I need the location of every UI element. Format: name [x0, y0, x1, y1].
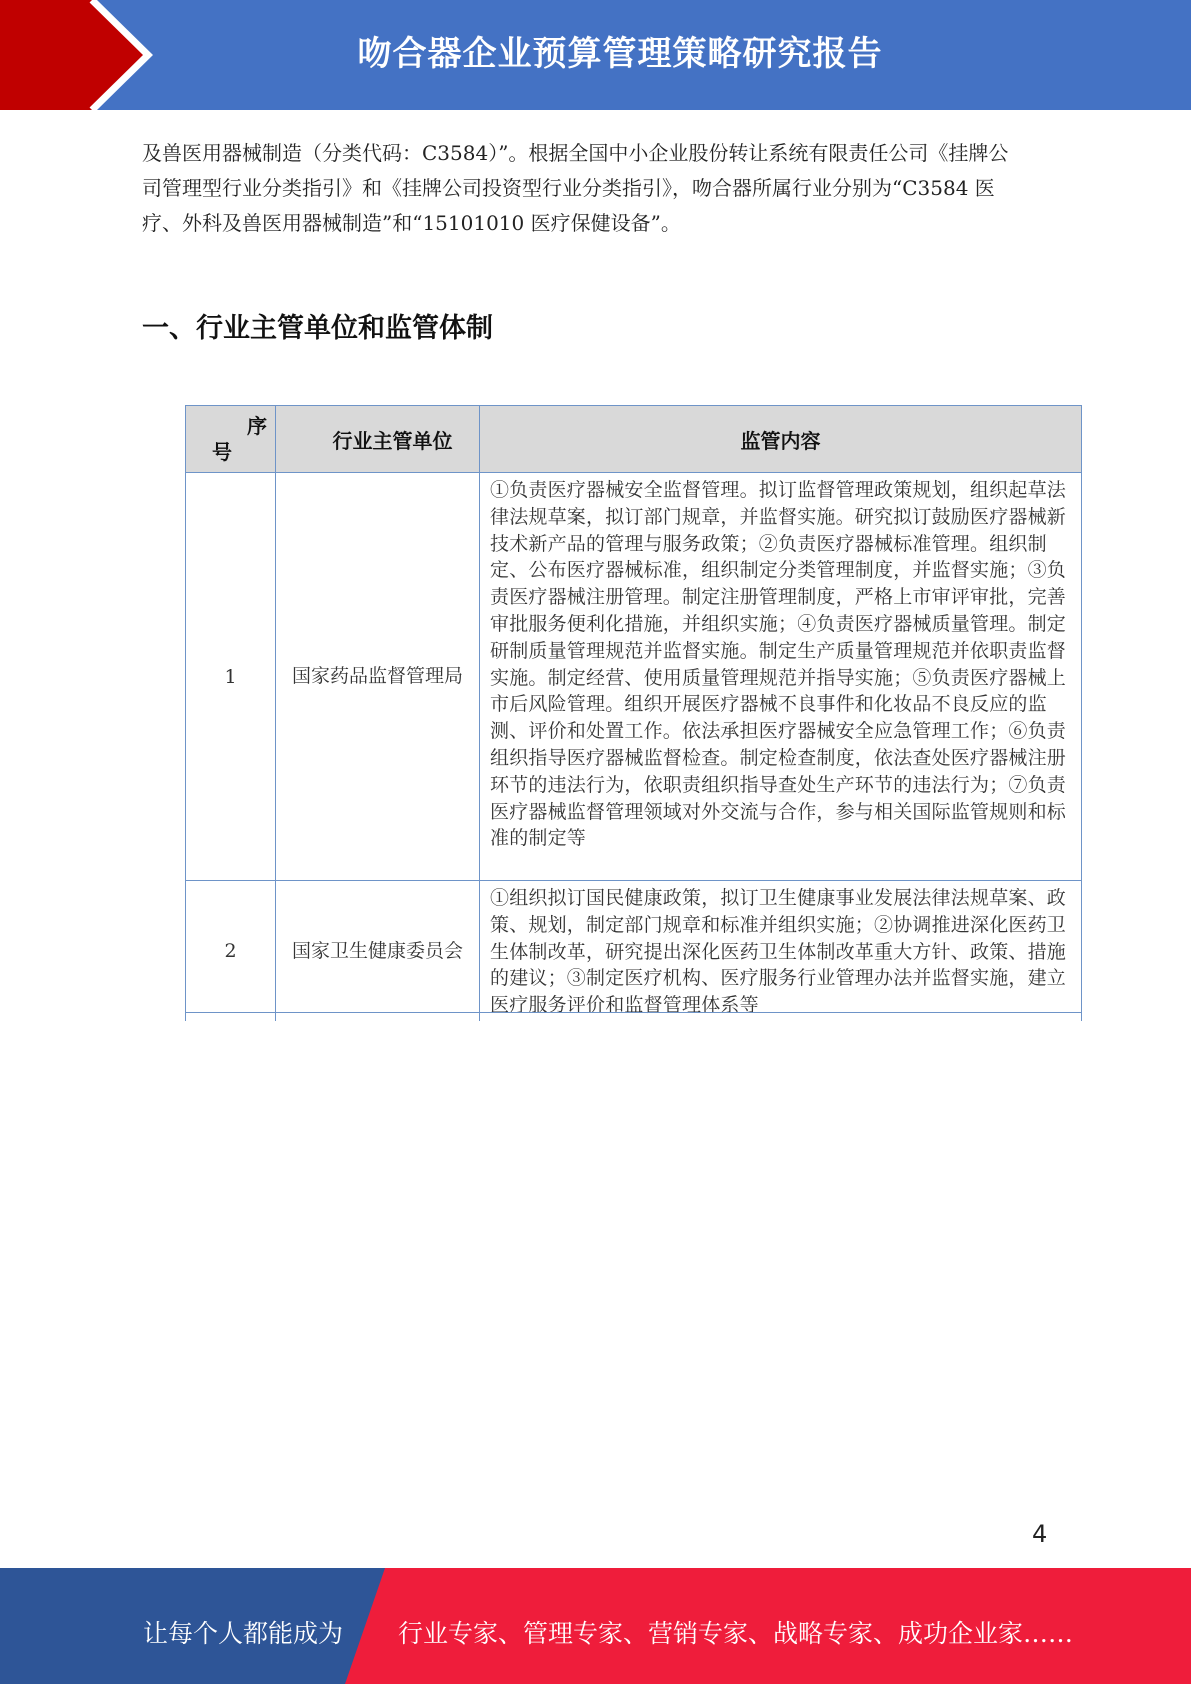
- intro-paragraph: [142, 136, 1052, 241]
- intro-line: 疗、外科及兽医用器械制造”和“15101010 医疗保健设备”。: [142, 211, 681, 235]
- page-footer: [0, 1568, 1191, 1684]
- page-header: [0, 0, 1191, 110]
- intro-line: 司管理型行业分类指引》和《挂牌公司投资型行业分类指引》，吻合器所属行业分别为“C3584 医: [142, 176, 995, 200]
- intro-line: 及兽医用器械制造（分类代码：C3584）”。根据全国中小企业股份转让系统有限责任公司《挂牌公: [142, 141, 1009, 165]
- header-seq-line2: 号: [212, 440, 232, 464]
- report-title: 吻合器企业预算管理策略研究报告: [357, 34, 883, 74]
- header-unit: 行业主管单位: [276, 406, 480, 473]
- row-seq: 2: [186, 881, 276, 1022]
- header-seq-line1: 序: [247, 414, 267, 438]
- footer-slogan-left: 让每个人都能成为: [143, 1619, 344, 1648]
- row-unit: 国家药品监督管理局: [276, 473, 480, 881]
- table-row: [186, 473, 1082, 881]
- page-number: 4: [1032, 1520, 1048, 1548]
- row-content: ①组织拟订国民健康政策，拟订卫生健康事业发展法律法规草案、政策、规划，制定部门规章和标准并组织实施；②协调推进深化医药卫生体制改革，研究提出深化医药卫生体制改革重大方针、政策、措施的建议；③制定医疗机构、医疗服务行业管理办法并监督实施，建立医疗服务评价和监督管理体系等: [480, 881, 1082, 1022]
- table-header-row: [186, 406, 1082, 473]
- table-bottom-border: [185, 1012, 1081, 1013]
- footer-slogan-right: 行业专家、管理专家、营销专家、战略专家、成功企业家……: [398, 1619, 1074, 1648]
- regulatory-table: [185, 405, 1082, 1021]
- header-seq: [186, 406, 276, 473]
- row-content: ①负责医疗器械安全监督管理。拟订监督管理政策规划，组织起草法律法规草案，拟订部门规章，并监督实施。研究拟订鼓励医疗器械新技术新产品的管理与服务政策；②负责医疗器械标准管理。组织制定、公布医疗器械标准，组织制定分类管理制度，并监督实施；③负责医疗器械注册管理。制定注册管理制度，严格上市审评审批，完善审批服务便利化措施，并组织实施；④负责医疗器械质量管理。制定研制质量管理规范并监督实施。制定生产质量管理规范并依职责监督实施。制定经营、使用质量管理规范并指导实施；⑤负责医疗器械上市后风险管理。组织开展医疗器械不良事件和化妆品不良反应的监测、评价和处置工作。依法承担医疗器械安全应急管理工作；⑥负责组织指导医疗器械监督检查。制定检查制度，依法查处医疗器械注册环节的违法行为，依职责组织指导查处生产环节的违法行为；⑦负责医疗器械监督管理领域对外交流与合作，参与相关国际监管规则和标准的制定等: [480, 473, 1082, 881]
- header-content: 监管内容: [480, 406, 1082, 473]
- table-row: [186, 881, 1082, 1022]
- row-unit: 国家卫生健康委员会: [276, 881, 480, 1022]
- row-seq: 1: [186, 473, 276, 881]
- section-heading: 一、行业主管单位和监管体制: [142, 313, 493, 344]
